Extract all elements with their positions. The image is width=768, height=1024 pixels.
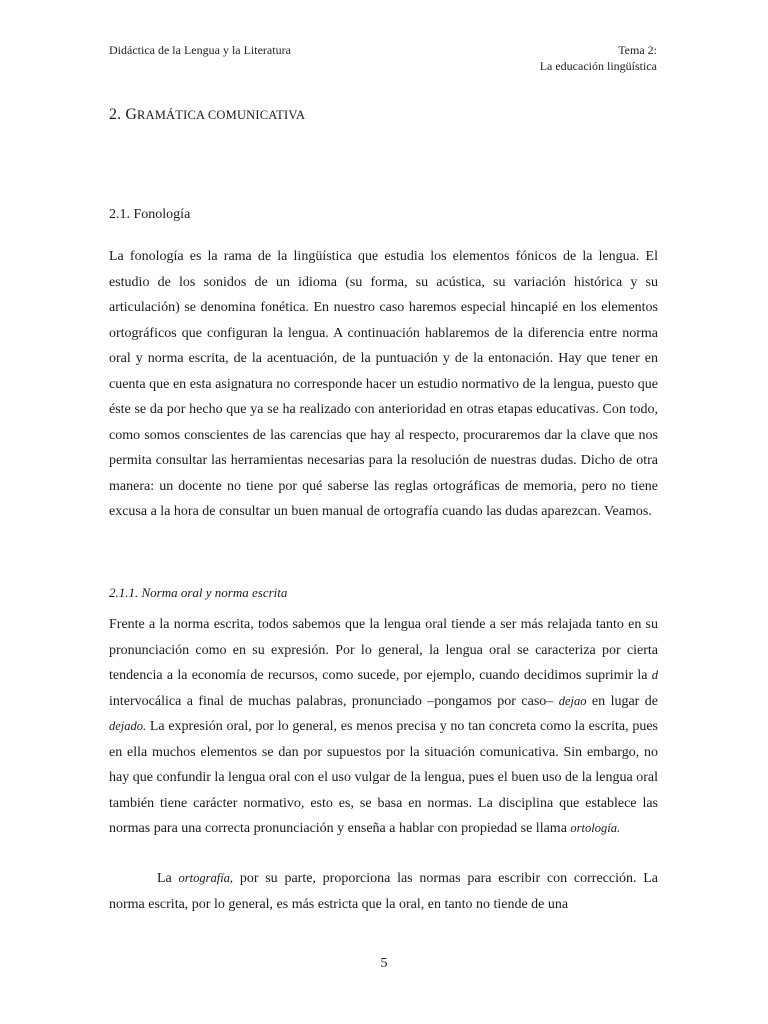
paragraph-text: La expresión oral, por lo general, es menos precisa y no tan concreta como la escrita, pues en ella muchos elementos se dan por supuestos por la situación comunicativa. Sin embargo, no hay que confundir la lengua oral con el uso vulgar de la lengua, pues el buen uso de la lengua oral también tiene carácter normativo, esto es, se basa en normas. La disciplina que establece las normas para una correcta pronunciación y enseña a hablar con propiedad se llama: [109, 719, 658, 836]
paragraph-text: por su parte, proporciona las normas para escribir con corrección. La norma escrita, por lo general, es más estricta que la oral, en tanto no tiende de una: [109, 871, 658, 912]
page-number: 5: [380, 956, 388, 971]
running-header-right: [540, 42, 657, 74]
italic-term: dejado.: [109, 719, 147, 733]
subsection-heading: 2.1. Fonología: [109, 207, 191, 222]
paragraph-text: intervocálica a final de muchas palabras, pronunciado –pongamos por caso–: [109, 693, 559, 709]
paragraph-oral-norm: [109, 612, 658, 842]
italic-term: d: [651, 668, 658, 682]
paragraph-text: La: [157, 871, 179, 886]
header-topic-title: La educación lingüística: [539, 59, 657, 73]
section-title-initial: G: [125, 106, 137, 123]
subsubsection-heading: 2.1.1. Norma oral y norma escrita: [109, 585, 288, 600]
section-title-rest: RAMÁTICA COMUNICATIVA: [136, 108, 306, 122]
header-topic-number: Tema 2:: [618, 43, 657, 57]
section-heading: [109, 105, 305, 125]
paragraph-phonology: La fonología es la rama de la lingüística que estudia los elementos fónicos de la lengua. El estudio de los sonidos de un idioma (su forma, su acústica, su variación histórica y su articulación) se denomina fonética. En nuestro caso haremos especial hincapié en los elementos ortográficos que configuran la lengua. A continuación hablaremos de la diferencia entre norma oral y norma escrita, de la acentuación, de la puntuación y de la entonación. Hay que tener en cuenta que en esta asignatura no corresponde hacer un estudio normativo de la lengua, puesto que éste se da por hecho que ya se ha realizado con anterioridad en otras etapas educativas. Con todo, como somos conscientes de las carencias que hay al respecto, procuraremos dar la clave que nos permita consultar las herramientas necesarias para la resolución de nuestras dudas. Dicho de otra manera: un docente no tiene por qué saberse las reglas ortográficas de memoria, pero no tiene excusa a la hora de consultar un buen manual de ortografía cuando las dudas aparezcan. Veamos.: [109, 249, 658, 519]
paragraph-text: en lugar de: [586, 693, 658, 709]
paragraph-text: Frente a la norma escrita, todos sabemos que la lengua oral tiende a ser más relajada tanto en su pronunciación como en su expresión. Por lo general, la lengua oral se caracteriza por cierta tendencia a la economía de recursos, como sucede, por ejemplo, cuando decidimos suprimir la: [109, 617, 658, 683]
italic-term: ortología.: [570, 821, 621, 835]
paragraph-orthography: [109, 866, 658, 917]
running-header-left: Didáctica de la Lengua y la Literatura: [109, 43, 291, 57]
italic-term: ortografía,: [178, 871, 234, 885]
section-number: 2.: [109, 106, 122, 123]
italic-term: dejao: [558, 693, 587, 708]
